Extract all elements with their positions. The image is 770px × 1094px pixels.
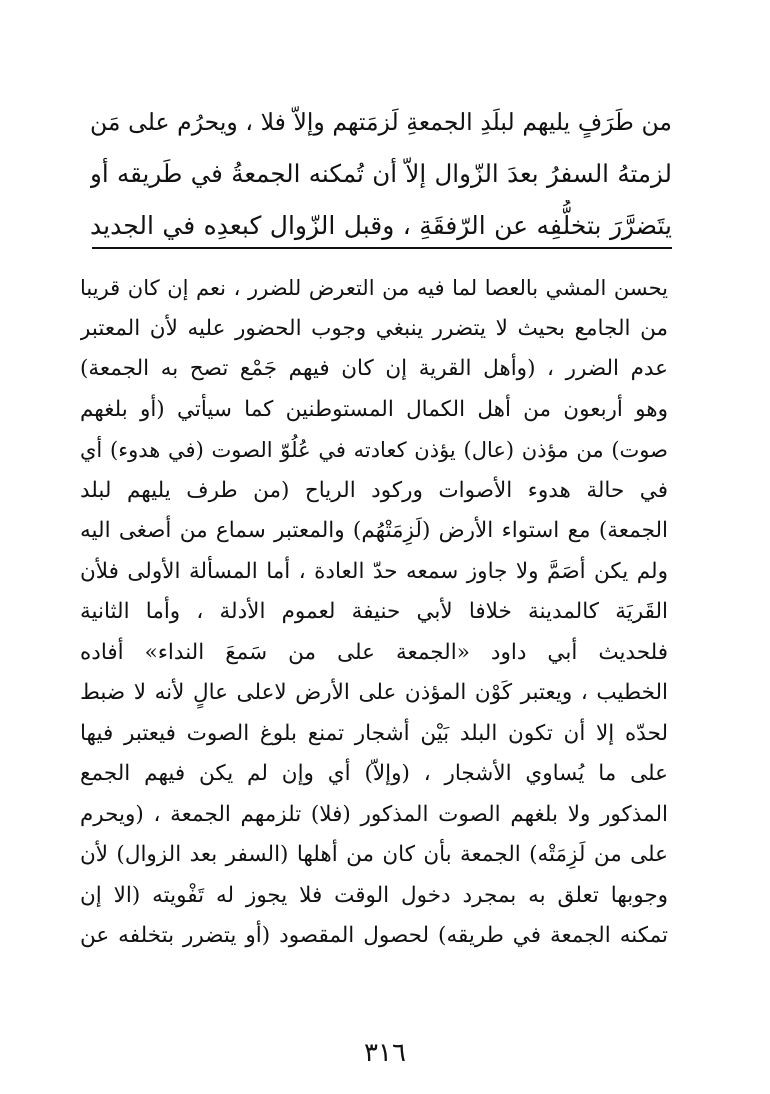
main-text-line: لزمتهُ السفرُ بعدَ الزّوال إلاّ أن تُمكنه الجمعةُ في طَريقه أو [90,159,672,188]
main-text-line: يتَضرَّرَ بتخلُّفِه عن الرّفقَةِ ، وقبل الزّوال كبعدِه في الجديد [90,211,672,240]
commentary-line: فلحديث أبي داود «الجمعة على من سَمعَ النداء» أفاده [80,639,668,665]
commentary-line: صوت) من مؤذن (عال) يؤذن كعادته في عُلُوّ الصوت (في هدوء) أي [80,438,668,462]
commentary-line: ولم يكن أصَمَّ ولا جاوز سمعه حدّ العادة ، أما المسألة الأولى فلأن [80,558,668,584]
commentary-line: تمكنه الجمعة في طريقه) لحصول المقصود (أو يتضرر بتخلفه عن [80,923,668,948]
commentary-line: وجوبها تعلق به بمجرد دخول الوقت فلا يجوز له تَفْويته (الا إن [80,882,668,908]
commentary-line: القَريَة كالمدينة خلافا لأبي حنيفة لعموم الأدلة ، وأما الثانية [80,599,668,624]
commentary-line: على ما يُساوي الأشجار ، (وإلاّ) أي وإن لم يكن فيهم الجمع [80,761,668,786]
main-text-block [90,96,672,252]
commentary-line: من الجامع بحيث لا يتضرر ينبغي وجوب الحضور عليه لأن المعتبر [80,315,668,341]
commentary-line: على من لَزِمَتْه) الجمعة بأن كان من أهلها (السفر بعد الزوال) لأن [80,842,668,867]
commentary-line: الجمعة) مع استواء الأرض (لَزِمَتْهُم) والمعتبر سماع من أصغى اليه [80,518,668,543]
commentary-line: وهو أربعون من أهل الكمال المستوطنين كما سيأتي (أو بلغهم [80,396,668,422]
commentary-line: لحدّه إلا أن تكون البلد بَيْن أشجار تمنع بلوغ الصوت فيعتبر فيها [80,720,668,746]
separator-rule [92,247,672,249]
commentary-block [80,268,668,957]
page-number: ٣١٦ [364,1038,406,1068]
main-text-line: من طَرَفٍ يليهم لبلَدِ الجمعةِ لَزمَتهم وإلاّ فلا ، ويحرُم على مَن [90,108,672,136]
commentary-line: يحسن المشي بالعصا لما فيه من التعرض للضرر ، نعم إن كان قريبا [80,276,668,300]
commentary-line: الخطيب ، ويعتبر كَوْن المؤذن على الأرض لاعلى عالٍ لأنه لا ضبط [80,680,668,705]
commentary-line: عدم الضرر ، (وأهل القرية إن كان فيهم جَمْع تصح به الجمعة) [80,356,668,381]
commentary-line: في حالة هدوء الأصوات وركود الرياح (من طرف يليهم لبلد [80,477,668,503]
commentary-line: المذكور ولا بلغهم الصوت المذكور (فلا) تلزمهم الجمعة ، (ويحرم [80,801,668,827]
